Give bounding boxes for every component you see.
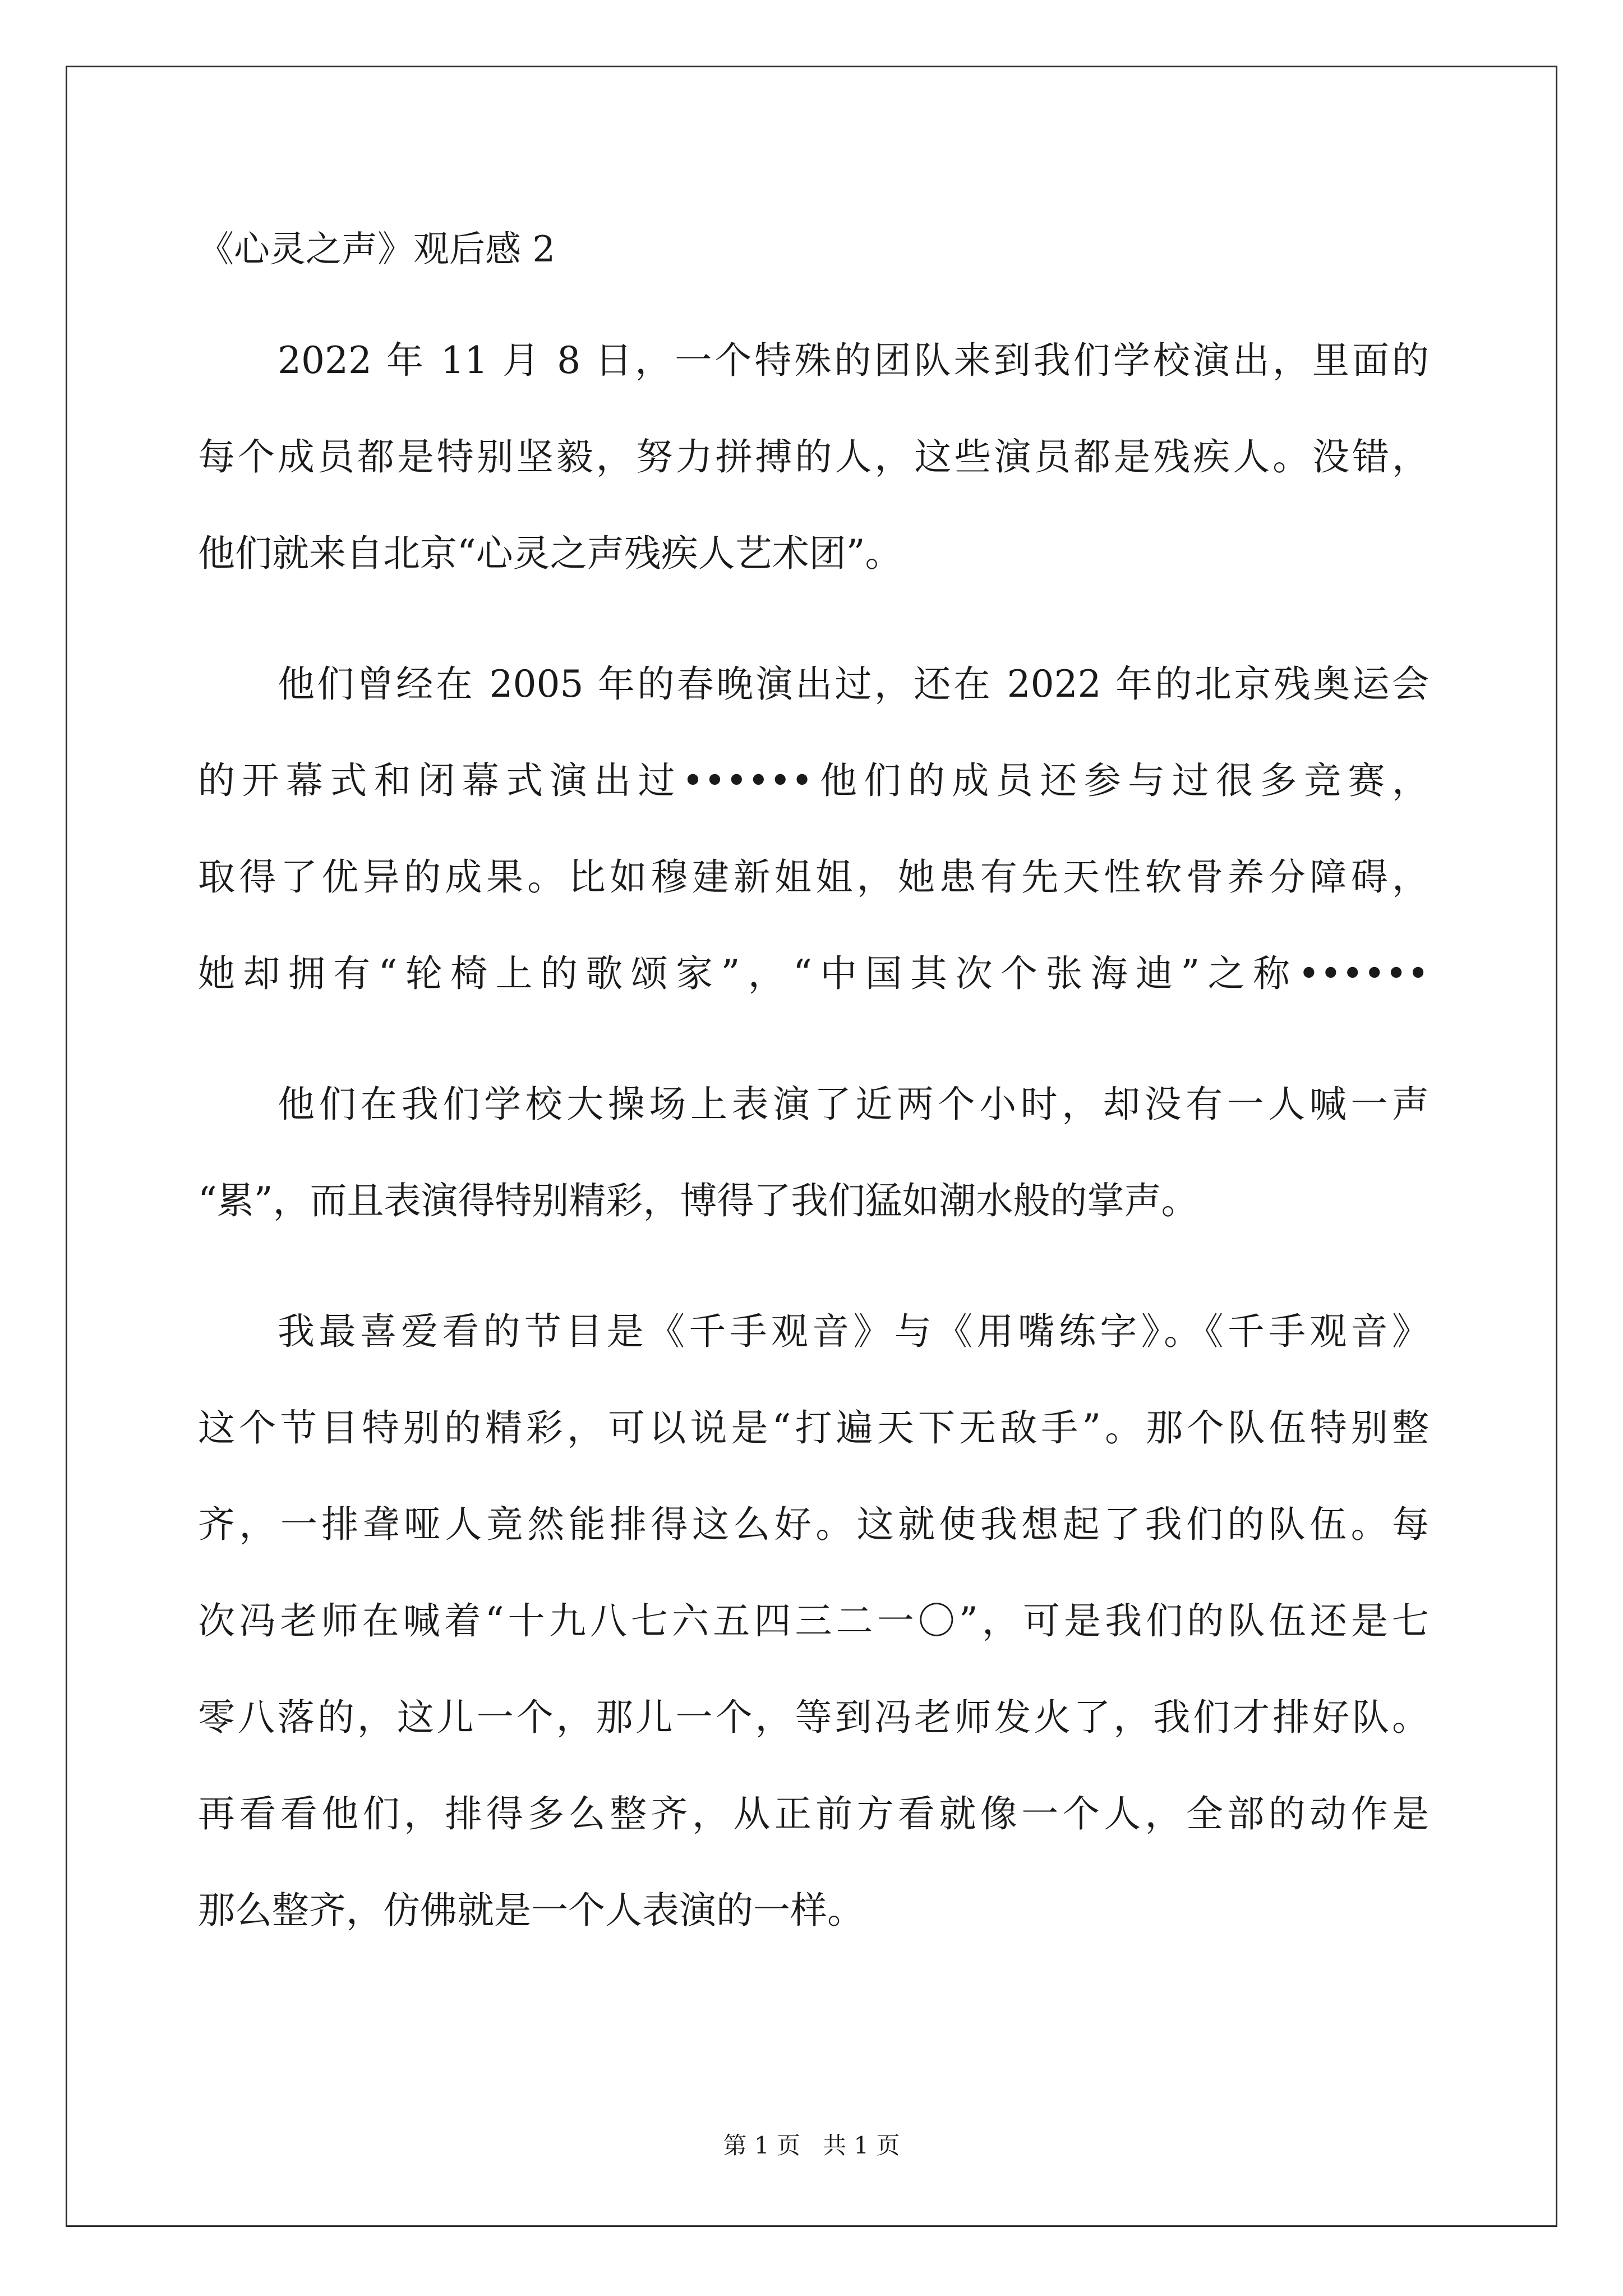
paragraph-2-line-2: 的开幕式和闭幕式演出过••••••他们的成员还参与过很多竞赛，: [198, 759, 1429, 802]
paragraph-4-line-4: 次冯老师在喊着“十九八七六五四三二一〇”，可是我们的队伍还是七: [198, 1599, 1429, 1642]
paragraph-2-line-1: 他们曾经在 2005 年的春晚演出过，还在 2022 年的北京残奥运会: [278, 662, 1429, 706]
paragraph-4-line-7: 那么整齐，仿佛就是一个人表演的一样。: [198, 1889, 864, 1932]
paragraph-4-line-5: 零八落的，这儿一个，那儿一个，等到冯老师发火了，我们才排好队。: [198, 1696, 1429, 1739]
paragraph-4-line-1: 我最喜爱看的节目是《千手观音》与《用嘴练字》。《千手观音》: [278, 1310, 1429, 1353]
document-title: 《心灵之声》观后感 2: [198, 229, 556, 270]
paragraph-3-line-2: “累”，而且表演得特别精彩，博得了我们猛如潮水般的掌声。: [198, 1179, 1198, 1222]
paragraph-4-line-6: 再看看他们，排得多么整齐，从正前方看就像一个人，全部的动作是: [198, 1792, 1429, 1835]
paragraph-1-line-3: 他们就来自北京“心灵之声残疾人艺术团”。: [198, 532, 902, 575]
page-number-footer: 第 1 页 共 1 页: [723, 2132, 900, 2159]
paragraph-3-line-1: 他们在我们学校大操场上表演了近两个小时，却没有一人喊一声: [278, 1083, 1429, 1126]
paragraph-1-line-1: 2022 年 11 月 8 日，一个特殊的团队来到我们学校演出，里面的: [278, 339, 1429, 382]
paragraph-4-line-3: 齐，一排聋哑人竟然能排得这么好。这就使我想起了我们的队伍。每: [198, 1503, 1429, 1546]
paragraph-4-line-2: 这个节目特别的精彩，可以说是“打遍天下无敌手”。那个队伍特别整: [198, 1406, 1429, 1450]
paragraph-2-line-3: 取得了优异的成果。比如穆建新姐姐，她患有先天性软骨养分障碍，: [198, 855, 1429, 899]
paragraph-2-line-4: 她却拥有“轮椅上的歌颂家”，“中国其次个张海迪”之称••••••: [198, 952, 1429, 995]
paragraph-1-line-2: 每个成员都是特别坚毅，努力拼搏的人，这些演员都是残疾人。没错，: [198, 435, 1429, 478]
